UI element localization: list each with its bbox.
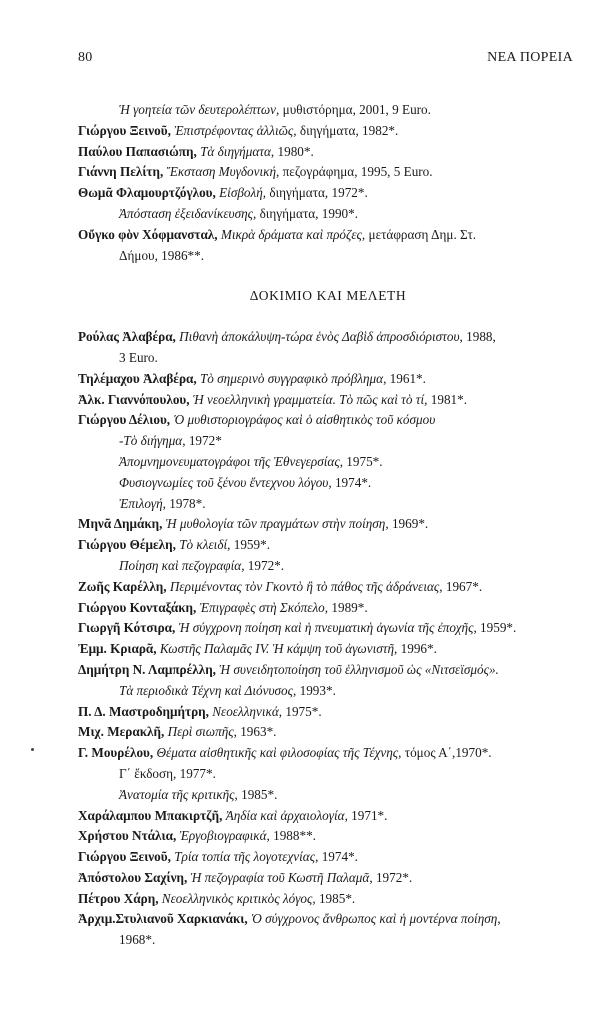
publication-details: , 1972*	[182, 433, 222, 449]
bibliography-entry	[78, 785, 578, 806]
publication-details: , 1989*.	[324, 599, 368, 615]
bibliography-entry	[78, 183, 578, 204]
publication-details: , 1971*.	[344, 807, 388, 823]
work-title: Ἔκσταση Μυγδονική	[166, 164, 277, 180]
bibliography-entry	[78, 764, 578, 785]
bibliography-entry	[78, 410, 578, 431]
bibliography-entry	[78, 556, 578, 577]
author-name: Παύλου Παπασιώπη,	[78, 143, 197, 159]
bibliography-entry	[78, 847, 578, 868]
work-title: Νεοελληνικὸς κριτικὸς λόγος	[161, 890, 313, 906]
bibliography-entry	[78, 639, 578, 660]
work-title: Ὁ μυθιστοριογράφος καὶ ὁ αἰσθητικὸς τοῦ κόσμου	[173, 412, 436, 428]
bibliography-entry	[78, 369, 578, 390]
work-title: Ἡ γοητεία τῶν δευτερολέπτων	[119, 102, 277, 117]
publication-details: , 1988**.	[266, 828, 316, 844]
author-name: Γ. Μουρέλου,	[78, 745, 154, 761]
work-title: Περὶ σιωπῆς	[167, 724, 234, 740]
bibliography-entry	[78, 826, 578, 847]
publication-details: , 1996*.	[394, 641, 437, 657]
work-title: Πιθανὴ ἀποκάλυψη-τώρα ἑνὸς Δαβὶδ ἀπροσδιόριστου	[179, 329, 460, 345]
bibliography-entry	[78, 930, 578, 951]
bibliography-list	[78, 100, 578, 951]
publication-details: , 1972*.	[369, 869, 413, 885]
publication-details: , 1974*.	[315, 849, 358, 865]
scan-speck	[31, 748, 34, 751]
publication-details: , 1980*.	[270, 143, 314, 159]
publication-details: , 1975*.	[339, 453, 383, 469]
bibliography-entry	[78, 535, 578, 556]
publication-details: , 1993*.	[293, 682, 336, 698]
bibliography-entry	[78, 598, 578, 619]
work-title: Ἀπομνημονευματογράφοι τῆς Ἐθνεγερσίας	[119, 453, 340, 469]
publication-details: , 1963*.	[233, 724, 277, 740]
section-heading: ΔΟΚΙΜΙΟ ΚΑΙ ΜΕΛΕΤΗ	[249, 288, 407, 304]
bibliography-entry	[78, 390, 578, 411]
publication-details: , μετάφραση Δημ. Στ.	[361, 226, 477, 242]
fiction-section	[78, 100, 578, 266]
bibliography-entry	[78, 806, 578, 827]
publication-details: , πεζογράφημα, 1995, 5 Euro.	[276, 164, 433, 180]
bibliography-entry	[78, 473, 578, 494]
publication-details: , διηγήματα, 1990*.	[253, 205, 359, 221]
work-title: Κωστῆς Παλαμᾶς IV. Ἡ κάμψη τοῦ ἀγωνιστῆ	[159, 641, 395, 657]
essay-section	[78, 327, 578, 951]
bibliography-entry	[78, 702, 578, 723]
work-title: Ὁ σύγχρονος ἄνθρωπος καὶ ἡ μοντέρνα ποίηση	[250, 911, 498, 927]
work-title: Τὰ περιοδικὰ Τέχνη καὶ Διόνυσος	[119, 682, 294, 698]
bibliography-entry	[78, 348, 578, 369]
author-name: Γιώργου Δέλιου,	[78, 412, 171, 428]
publication-details: , 1969*.	[385, 516, 429, 532]
bibliography-entry	[78, 431, 578, 452]
work-title: Περιμένοντας τὸν Γκοντὸ ἢ τὸ πάθος τῆς ἀδράνειας	[169, 578, 440, 594]
work-title: Ἐπιγραφὲς στὴ Σκόπελο	[199, 599, 325, 615]
work-title: Μικρὰ δράματα καὶ πρόζες	[220, 226, 362, 242]
bibliography-entry	[78, 722, 578, 743]
publication-details: , διηγήματα, 1982*.	[293, 122, 399, 138]
bibliography-entry	[78, 142, 578, 163]
publication-details: , 1978*.	[162, 495, 206, 511]
author-name: Γιάννη Πελίτη,	[78, 164, 164, 180]
bibliography-entry	[78, 100, 578, 121]
bibliography-entry	[78, 162, 578, 183]
author-name: Γιώργου Ξεινοῦ,	[78, 122, 171, 138]
author-name: Πέτρου Χάρη,	[78, 890, 159, 906]
bibliography-entry	[78, 327, 578, 348]
work-title: Φυσιογνωμίες τοῦ ξένου ἔντεχνου λόγου	[119, 474, 329, 490]
author-name: Ζωῆς Καρέλλη,	[78, 578, 167, 594]
publication-details: , 1985*.	[312, 890, 356, 906]
bibliography-entry	[78, 246, 578, 267]
work-title: Νεοελληνικά	[212, 703, 279, 719]
author-name: Π. Δ. Μαστροδημήτρη,	[78, 703, 209, 719]
author-name: Γιώργου Ξεινοῦ,	[78, 849, 171, 865]
bibliography-entry	[78, 494, 578, 515]
publication-details: Δήμου, 1986**.	[119, 247, 205, 263]
page-number: 80	[78, 50, 93, 65]
bibliography-entry	[78, 618, 578, 639]
author-name: Γιωργῆ Κότσιρα,	[78, 620, 176, 636]
bibliography-entry	[78, 204, 578, 225]
work-title: Ἐπιστρέφοντας ἀλλιῶς	[174, 122, 294, 138]
publication-details: , 1988,	[459, 329, 496, 345]
author-name: Ἀρχιμ.Στυλιανοῦ Χαρκιανάκι,	[78, 911, 248, 927]
work-title: Ἡ μυθολογία τῶν πραγμάτων στὴν ποίηση	[165, 516, 386, 532]
author-name: Μηνᾶ Δημάκη,	[78, 516, 163, 532]
bibliography-entry	[78, 121, 578, 142]
bibliography-entry	[78, 868, 578, 889]
author-name: Μιχ. Μερακλῆ,	[78, 724, 165, 740]
work-title: Ἀνατομία τῆς κριτικῆς	[119, 786, 235, 802]
bibliography-entry	[78, 743, 578, 764]
work-title: Ἡ νεοελληνικὴ γραμματεία. Τὸ πῶς καὶ τὸ τί	[192, 391, 425, 407]
bibliography-entry	[78, 909, 578, 930]
work-title: Ἐργοβιογραφικά	[179, 828, 267, 844]
author-name: Οὔγκο φὸν Χόφμανσταλ,	[78, 226, 218, 242]
bibliography-entry	[78, 514, 578, 535]
author-name: Δημήτρη Ν. Λαμπρέλλη,	[78, 661, 216, 677]
work-title: Ποίηση καὶ πεζογραφία	[119, 557, 242, 573]
publication-details: , 1959*.	[227, 537, 270, 553]
publication-details: , 1981*.	[424, 391, 468, 407]
bibliography-entry	[78, 452, 578, 473]
work-title: Ἐπιλογή	[119, 495, 163, 511]
work-title: Ἡ πεζογραφία τοῦ Κωστῆ Παλαμᾶ	[190, 869, 370, 885]
publication-details: 1968*.	[119, 932, 156, 948]
publication-details: , 1959*.	[473, 620, 517, 636]
author-name: Γιώργου Κονταξάκη,	[78, 599, 197, 615]
work-title: Τρία τοπία τῆς λογοτεχνίας	[174, 849, 316, 865]
publication-details: ,	[497, 911, 501, 927]
publication-details: , 1974*.	[328, 474, 372, 490]
work-title: Τὸ σημερινὸ συγγραφικὸ πρόβλημα	[199, 370, 384, 386]
work-title: Τὰ διηγήματα	[200, 143, 271, 159]
bibliography-entry	[78, 681, 578, 702]
work-title: -Τὸ διήγημα	[119, 433, 183, 449]
work-title: Ἀηδία καὶ ἀρχαιολογία	[225, 807, 345, 823]
publication-details: , 1961*.	[383, 370, 426, 386]
author-name: Γιώργου Θέμελη,	[78, 537, 176, 553]
author-name: Ρούλας Ἀλαβέρα,	[78, 329, 176, 345]
publication-details: , διηγήματα, 1972*.	[262, 185, 368, 201]
author-name: Ἀπόστολου Σαχίνη,	[78, 869, 188, 885]
work-title: Ἀπόσταση ἐξειδανίκευσης	[119, 205, 253, 221]
author-name: Θωμᾶ Φλαμουρτζόγλου,	[78, 185, 216, 201]
work-title: Τὸ κλειδί	[179, 537, 228, 553]
work-title: Θέματα αἰσθητικῆς καὶ φιλοσοφίας τῆς Τέχνης	[156, 745, 399, 761]
bibliography-entry	[78, 889, 578, 910]
work-title: Ἡ συνειδητοποίηση τοῦ ἑλληνισμοῦ ὡς «Νιτσεϊσμός».	[219, 661, 499, 677]
author-name: Χαράλαμπου Μπακιρτζῆ,	[78, 807, 223, 823]
author-name: Τηλέμαχου Ἀλαβέρα,	[78, 370, 197, 386]
work-title: Ἡ σύγχρονη ποίηση καὶ ἡ πνευματικὴ ἀγωνία τῆς ἐποχῆς	[178, 620, 474, 636]
running-header: ΝΕΑ ΠΟΡΕΙΑ	[487, 50, 573, 65]
author-name: Ἀλκ. Γιαννόπουλου,	[78, 391, 190, 407]
publication-details: , 1967*.	[439, 578, 483, 594]
publication-details: , 1975*.	[278, 703, 322, 719]
author-name: Χρήστου Ντάλια,	[78, 828, 177, 844]
publication-details: , 1985*.	[234, 786, 278, 802]
publication-details: , 1972*.	[241, 557, 285, 573]
work-title: Εἰσβολή	[219, 185, 263, 201]
publication-details: , μυθιστόρημα, 2001, 9 Euro.	[276, 102, 431, 117]
bibliography-entry	[78, 225, 578, 246]
publication-details: , τόμος Α΄,1970*.	[398, 745, 492, 761]
publication-details: 3 Euro.	[119, 349, 158, 365]
author-name: Ἐμμ. Κριαρᾶ,	[78, 641, 157, 657]
bibliography-entry	[78, 660, 578, 681]
bibliography-entry	[78, 577, 578, 598]
publication-details: Γ΄ ἔκδοση, 1977*.	[119, 765, 216, 781]
